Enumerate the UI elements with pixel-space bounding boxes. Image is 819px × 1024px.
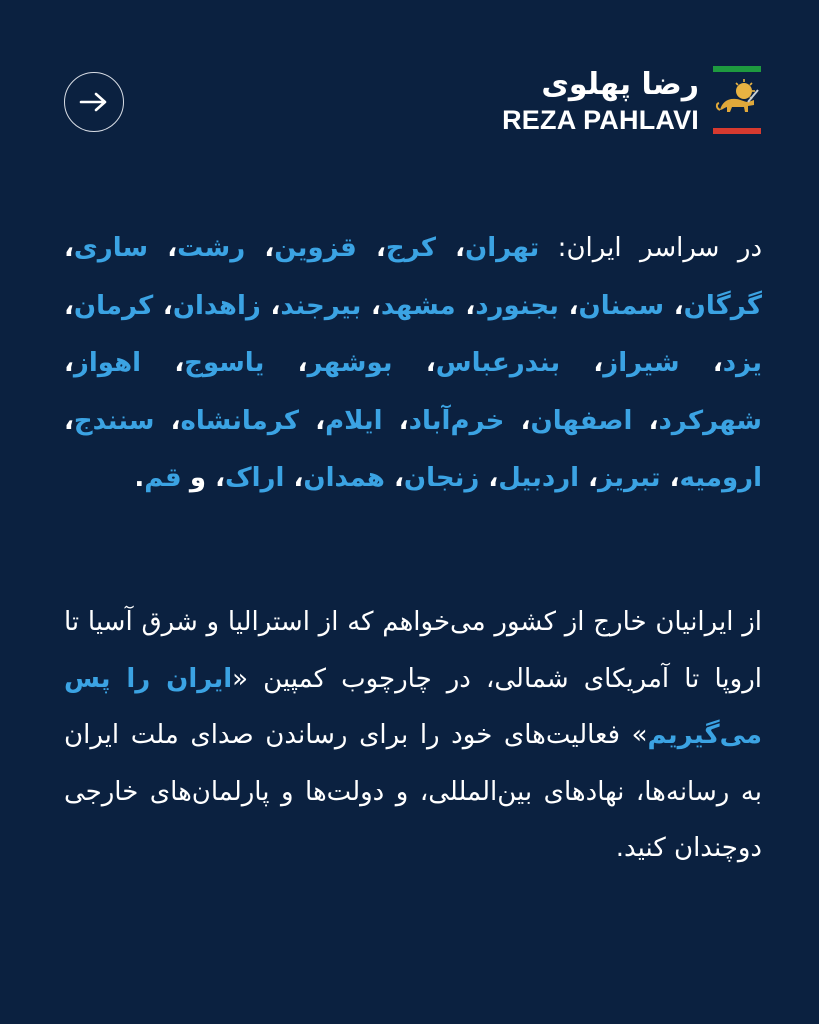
city-name: خرم‌آباد xyxy=(408,405,505,436)
city-name: شهرکرد xyxy=(658,405,762,436)
separator: ، xyxy=(504,405,531,436)
city-name: بندرعباس xyxy=(435,348,561,378)
separator: ، xyxy=(64,290,74,321)
separator: ، xyxy=(558,290,579,321)
city-list xyxy=(64,233,762,493)
city-name: قزوین xyxy=(274,233,357,263)
city-name: شیراز xyxy=(603,348,680,378)
brand-text xyxy=(502,65,699,135)
city-name: کرج xyxy=(385,233,436,263)
city-name: مشهد xyxy=(380,290,456,321)
cities-paragraph xyxy=(64,220,762,508)
city-name: اهواز xyxy=(73,348,142,378)
separator: ، xyxy=(153,290,173,321)
separator: ، xyxy=(284,463,304,493)
city-name: ارومیه xyxy=(679,463,762,493)
city-name: همدان xyxy=(303,463,385,493)
brand-name-farsi: رضا پهلوی xyxy=(541,67,699,102)
separator: ، xyxy=(64,348,74,378)
lion-and-sun-icon xyxy=(714,78,760,120)
separator: ، xyxy=(299,405,326,436)
green-stripe xyxy=(713,66,761,72)
separator: ، xyxy=(679,348,723,378)
separator: ، xyxy=(154,405,181,436)
separator: ، xyxy=(245,233,275,263)
city-name: زاهدان xyxy=(172,290,261,321)
separator: ، xyxy=(479,463,499,493)
paragraph-text-after: » فعالیت‌های خود را برای رساندن صدای ملت ایران به رسانه‌ها، نهادهای بین‌المللی، و دولت‌ها و پارلمان‌های خارجی دوچندان کنید. xyxy=(64,720,762,863)
diaspora-paragraph xyxy=(64,594,762,877)
separator: ، xyxy=(64,233,74,263)
city-name: اراک xyxy=(225,463,285,493)
city-name: بوشهر xyxy=(307,348,393,378)
paragraph-text-before: از ایرانیان خارج از کشور می‌خواهم که از استرالیا و شرق آسیا تا اروپا تا آمریکای شمالی، در چارچوب کمپین « xyxy=(64,607,762,694)
city-name: تبریز xyxy=(598,463,661,493)
city-name: ایلام xyxy=(325,405,383,436)
campaign-name: ایران را پس می‌گیریم xyxy=(64,663,762,750)
city-name: زنجان xyxy=(403,463,480,493)
flag-emblem xyxy=(713,64,761,136)
red-stripe xyxy=(713,128,761,134)
city-name: بجنورد xyxy=(475,290,559,321)
separator: ، xyxy=(361,290,381,321)
city-name: اردبیل xyxy=(498,463,580,493)
conjunction-text: و xyxy=(189,463,207,493)
city-name: یزد xyxy=(722,348,762,378)
brand-logo xyxy=(502,64,761,136)
separator: ، xyxy=(560,348,604,378)
city-name: بیرجند xyxy=(280,290,362,321)
brand-name-latin: REZA PAHLAVI xyxy=(502,105,699,135)
separator: ، xyxy=(392,348,436,378)
separator: ، xyxy=(356,233,386,263)
separator: ، xyxy=(264,348,308,378)
header xyxy=(0,0,819,200)
city-name: رشت xyxy=(177,233,246,263)
separator: ، xyxy=(632,405,659,436)
city-name: سمنان xyxy=(578,290,665,321)
separator: ، xyxy=(206,463,226,493)
separator: ، xyxy=(455,290,476,321)
separator: ، xyxy=(141,348,185,378)
city-name: اصفهان xyxy=(530,405,633,436)
arrow-right-icon xyxy=(79,91,109,113)
city-name: قم xyxy=(144,463,182,493)
city-name: کرمانشاه xyxy=(180,405,300,436)
separator: ، xyxy=(148,233,178,263)
city-name: گرگان xyxy=(683,290,763,321)
separator: ، xyxy=(260,290,281,321)
period: . xyxy=(134,463,145,493)
separator: ، xyxy=(660,463,680,493)
separator: ، xyxy=(384,463,404,493)
city-name: سنندج xyxy=(73,405,155,436)
separator: ، xyxy=(64,405,74,436)
intro-text: در سراسر ایران: xyxy=(539,233,763,263)
separator: ، xyxy=(435,233,466,263)
city-name: تهران xyxy=(465,233,540,263)
city-name: یاسوج xyxy=(184,348,265,378)
separator: ، xyxy=(664,290,684,321)
separator: ، xyxy=(382,405,409,436)
city-name: ساری xyxy=(73,233,149,263)
separator: ، xyxy=(579,463,599,493)
city-name: کرمان xyxy=(73,290,154,321)
forward-button[interactable] xyxy=(64,72,124,132)
